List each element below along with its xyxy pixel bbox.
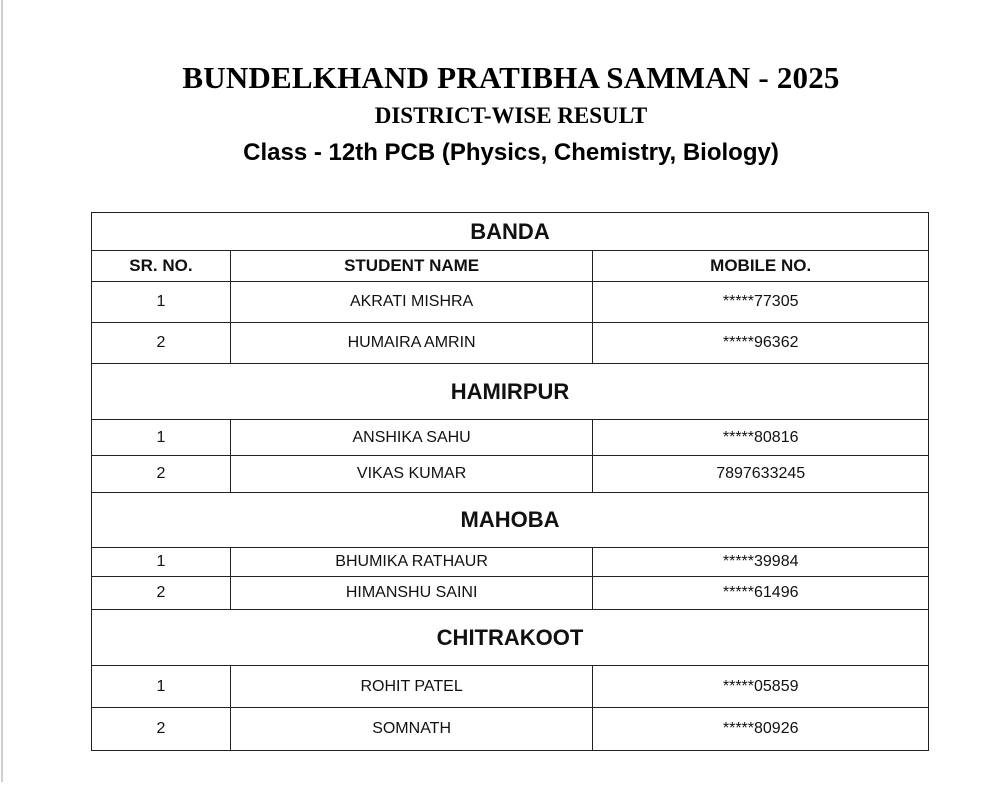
- sr-no-cell: 1: [92, 666, 231, 708]
- column-header-sr-no: SR. NO.: [92, 251, 231, 282]
- document-subtitle: DISTRICT-WISE RESULT: [374, 103, 648, 128]
- column-header-row: [92, 251, 929, 282]
- sr-no-cell: 1: [92, 548, 231, 577]
- table-row: [92, 420, 929, 456]
- student-name-cell: VIKAS KUMAR: [230, 456, 593, 493]
- table-row: [92, 548, 929, 577]
- student-name-cell: AKRATI MISHRA: [230, 282, 593, 323]
- table-row: [92, 282, 929, 323]
- mobile-no-cell: *****05859: [593, 666, 929, 708]
- mobile-no-cell: *****96362: [593, 323, 929, 364]
- mobile-no-cell: *****77305: [593, 282, 929, 323]
- sr-no-cell: 2: [92, 456, 231, 493]
- mobile-no-cell: 7897633245: [593, 456, 929, 493]
- column-header-mobile-no: MOBILE NO.: [593, 251, 929, 282]
- district-header-row: [92, 493, 929, 548]
- column-header-student-name: STUDENT NAME: [230, 251, 593, 282]
- district-result-table: [91, 212, 929, 751]
- district-header-row: [92, 610, 929, 666]
- district-name: CHITRAKOOT: [92, 610, 929, 666]
- sr-no-cell: 1: [92, 420, 231, 456]
- table-row: [92, 456, 929, 493]
- mobile-no-cell: *****80816: [593, 420, 929, 456]
- student-name-cell: HIMANSHU SAINI: [230, 577, 593, 610]
- table-row: [92, 708, 929, 751]
- student-name-cell: BHUMIKA RATHAUR: [230, 548, 593, 577]
- mobile-no-cell: *****80926: [593, 708, 929, 751]
- table-row: [92, 577, 929, 610]
- district-name: BANDA: [92, 213, 929, 251]
- table-row: [92, 323, 929, 364]
- student-name-cell: HUMAIRA AMRIN: [230, 323, 593, 364]
- mobile-no-cell: *****61496: [593, 577, 929, 610]
- district-header-row: [92, 213, 929, 251]
- class-heading: Class - 12th PCB (Physics, Chemistry, Biology): [243, 139, 779, 166]
- sr-no-cell: 2: [92, 323, 231, 364]
- district-name: HAMIRPUR: [92, 364, 929, 420]
- table-row: [92, 666, 929, 708]
- sr-no-cell: 2: [92, 577, 231, 610]
- district-name: MAHOBA: [92, 493, 929, 548]
- sr-no-cell: 2: [92, 708, 231, 751]
- document-title: BUNDELKHAND PRATIBHA SAMMAN - 2025: [182, 60, 840, 95]
- student-name-cell: SOMNATH: [230, 708, 593, 751]
- district-header-row: [92, 364, 929, 420]
- sr-no-cell: 1: [92, 282, 231, 323]
- student-name-cell: ROHIT PATEL: [230, 666, 593, 708]
- mobile-no-cell: *****39984: [593, 548, 929, 577]
- student-name-cell: ANSHIKA SAHU: [230, 420, 593, 456]
